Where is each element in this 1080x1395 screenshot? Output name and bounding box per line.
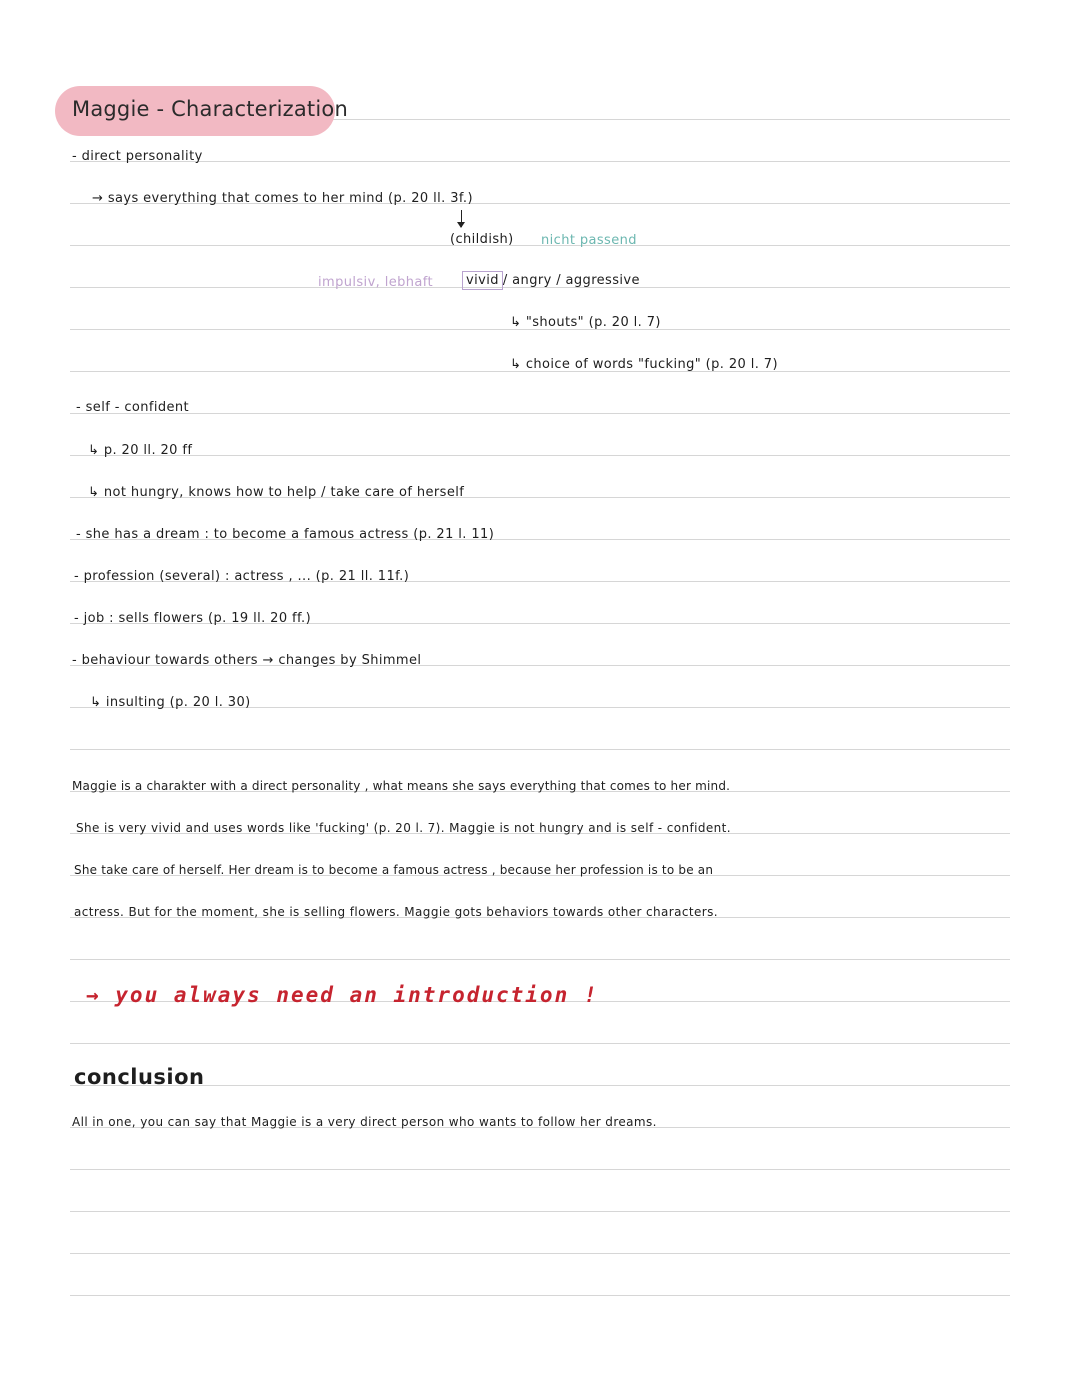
note-impulsiv: impulsiv, lebhaft xyxy=(318,275,434,290)
note-direct-personality: - direct personality xyxy=(72,149,203,164)
note-dream: - she has a dream : to become a famous actress (p. 21 l. 11) xyxy=(76,527,495,542)
note-not-hungry-line xyxy=(88,486,464,499)
ruled-line xyxy=(70,161,1010,162)
note-self-confident: - self - confident xyxy=(76,400,190,415)
conclusion-text: All in one, you can say that Maggie is a very direct person who wants to follow her dreams. xyxy=(72,1115,657,1129)
ruled-line xyxy=(70,455,1010,456)
ruled-line xyxy=(70,1043,1010,1044)
note-angry: / angry / aggressive xyxy=(502,273,640,288)
note-nicht-passend: nicht passend xyxy=(541,233,637,248)
paragraph-line: Maggie is a charakter with a direct personality , what means she says everything that comes to her mind. xyxy=(72,779,731,793)
ruled-line xyxy=(70,959,1010,960)
note-choice-line xyxy=(510,358,778,371)
ruled-line xyxy=(70,1085,1010,1086)
ruled-line xyxy=(70,1253,1010,1254)
note-insulting-line xyxy=(90,696,251,709)
note-childish: (childish) xyxy=(450,232,514,247)
return-arrow-icon: ↳ xyxy=(88,485,104,500)
note-says-everything: → says everything that comes to her mind (p. 20 ll. 3f.) xyxy=(92,191,473,206)
page-title: Maggie - Characterization xyxy=(72,97,348,121)
note-shouts: "shouts" (p. 20 l. 7) xyxy=(525,315,661,330)
arrow-down-icon xyxy=(461,210,462,227)
note-vivid-line xyxy=(462,274,640,287)
note-p20-line xyxy=(88,444,192,457)
note-p20-ff: p. 20 ll. 20 ff xyxy=(103,443,193,458)
ruled-line xyxy=(70,1295,1010,1296)
note-choice: choice of words "fucking" (p. 20 l. 7) xyxy=(525,357,778,372)
note-shouts-line xyxy=(510,316,661,329)
note-job: - job : sells flowers (p. 19 ll. 20 ff.) xyxy=(74,611,312,626)
return-arrow-icon: ↳ xyxy=(510,357,526,372)
note-not-hungry: not hungry, knows how to help / take care of herself xyxy=(103,485,465,500)
paragraph-line: actress. But for the moment, she is selling flowers. Maggie gots behaviors towards other characters. xyxy=(74,905,718,919)
reminder-note: → you always need an introduction ! xyxy=(86,983,599,1007)
return-arrow-icon: ↳ xyxy=(510,315,526,330)
ruled-line xyxy=(70,749,1010,750)
note-profession: - profession (several) : actress , ... (p. 21 ll. 11f.) xyxy=(74,569,410,584)
note-insulting: insulting (p. 20 l. 30) xyxy=(105,695,251,710)
conclusion-heading: conclusion xyxy=(74,1065,205,1089)
ruled-line xyxy=(70,1169,1010,1170)
return-arrow-icon: ↳ xyxy=(88,443,104,458)
ruled-line xyxy=(70,413,1010,414)
paragraph-line: She take care of herself. Her dream is to become a famous actress , because her profession is to be an xyxy=(74,863,714,877)
note-vivid: vivid xyxy=(462,271,503,290)
note-behaviour: - behaviour towards others → changes by Shimmel xyxy=(72,653,422,668)
ruled-line xyxy=(70,245,1010,246)
return-arrow-icon: ↳ xyxy=(90,695,106,710)
ruled-line xyxy=(70,1211,1010,1212)
paragraph-line: She is very vivid and uses words like 'fucking' (p. 20 l. 7). Maggie is not hungry and is self - confident. xyxy=(76,821,731,835)
